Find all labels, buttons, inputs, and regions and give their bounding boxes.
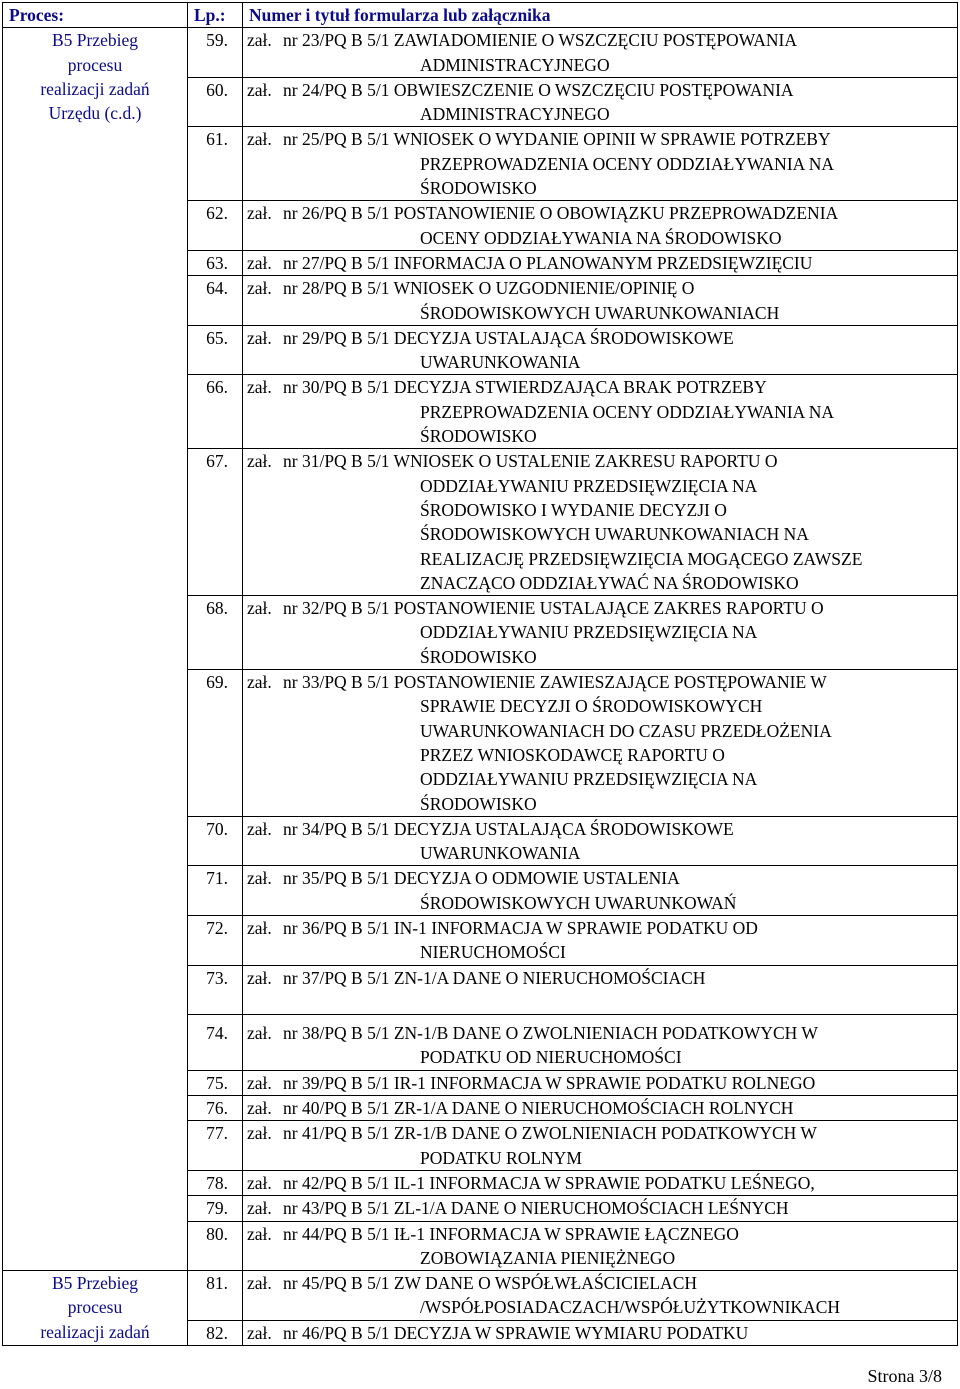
form-title-cell: [243, 1121, 958, 1171]
form-title-continuation: NIERUCHOMOŚCI: [420, 942, 566, 963]
form-title-continuation: ŚRODOWISKO: [420, 426, 537, 447]
form-title: nr 40/PQ B 5/1 ZR-1/A DANE O NIERUCHOMOŚCIACH ROLNYCH: [283, 1098, 794, 1119]
form-title-cell: [243, 1170, 958, 1195]
form-title-cell: [243, 276, 958, 326]
form-title-continuation: ŚRODOWISKO: [420, 178, 537, 199]
attachment-label: zał.: [247, 868, 272, 889]
form-title: nr 29/PQ B 5/1 DECYZJA USTALAJĄCA ŚRODOWISKOWE: [283, 327, 734, 348]
form-title-cell: [243, 1221, 958, 1271]
table-row: [3, 28, 958, 78]
attachment-label: zał.: [247, 1023, 272, 1044]
row-number: 76.: [188, 1096, 243, 1121]
table-row: [3, 1271, 958, 1321]
form-title-continuation: OCENY ODDZIAŁYWANIA NA ŚRODOWISKO: [420, 227, 782, 248]
process-line: Urzędu (c.d.): [48, 103, 142, 124]
attachment-label: zał.: [247, 252, 272, 273]
attachment-label: zał.: [247, 1198, 272, 1219]
form-title: nr 26/PQ B 5/1 POSTANOWIENIE O OBOWIĄZKU PRZEPROWADZENIA: [283, 203, 839, 224]
attachment-label: zał.: [247, 598, 272, 619]
row-number: 72.: [188, 915, 243, 965]
form-title-cell: [243, 965, 958, 1015]
page-number: Strona 3/8: [867, 1366, 942, 1386]
row-number: 81.: [188, 1271, 243, 1321]
attachment-label: zał.: [247, 967, 272, 988]
form-title-continuation: PRZEPROWADZENIA OCENY ODDZIAŁYWANIA NA: [420, 153, 834, 174]
form-title: nr 27/PQ B 5/1 INFORMACJA O PLANOWANYM PRZEDSIĘWZIĘCIU: [283, 252, 813, 273]
form-title-continuation: ODDZIAŁYWANIU PRZEDSIĘWZIĘCIA NA: [420, 475, 758, 496]
row-number: 73.: [188, 965, 243, 1015]
form-title: nr 28/PQ B 5/1 WNIOSEK O UZGODNIENIE/OPINIĘ O: [283, 278, 695, 299]
attachment-label: zał.: [247, 1098, 272, 1119]
row-number: 61.: [188, 127, 243, 201]
process-cell-continued: [3, 1271, 188, 1346]
attachment-label: zał.: [247, 1172, 272, 1193]
form-title-continuation: ZNACZĄCO ODDZIAŁYWAĆ NA ŚRODOWISKO: [420, 572, 799, 593]
row-number: 70.: [188, 816, 243, 866]
form-title-continuation: ŚRODOWISKO: [420, 793, 537, 814]
form-title-cell: [243, 250, 958, 275]
form-title: nr 42/PQ B 5/1 IL-1 INFORMACJA W SPRAWIE PODATKU LEŚNEGO,: [283, 1172, 815, 1193]
form-title: nr 34/PQ B 5/1 DECYZJA USTALAJĄCA ŚRODOWISKOWE: [283, 818, 734, 839]
row-number: 62.: [188, 201, 243, 251]
form-title-continuation: ADMINISTRACYJNEGO: [420, 54, 610, 75]
row-number: 63.: [188, 250, 243, 275]
form-title-cell: [243, 1070, 958, 1095]
form-title-cell: [243, 816, 958, 866]
row-number: 68.: [188, 596, 243, 670]
row-number: 60.: [188, 77, 243, 127]
form-title-continuation: PRZEPROWADZENIA OCENY ODDZIAŁYWANIA NA: [420, 401, 834, 422]
form-title: nr 24/PQ B 5/1 OBWIESZCZENIE O WSZCZĘCIU POSTĘPOWANIA: [283, 79, 794, 100]
attachment-label: zał.: [247, 327, 272, 348]
row-number: 79.: [188, 1196, 243, 1221]
row-number: 74.: [188, 1015, 243, 1071]
form-title: nr 39/PQ B 5/1 IR-1 INFORMACJA W SPRAWIE PODATKU ROLNEGO: [283, 1072, 816, 1093]
header-proces: Proces:: [3, 3, 188, 28]
attachment-label: zał.: [247, 1123, 272, 1144]
attachment-label: zał.: [247, 672, 272, 693]
process-cell: [3, 28, 188, 1271]
attachment-label: zał.: [247, 818, 272, 839]
attachment-label: zał.: [247, 1223, 272, 1244]
attachment-label: zał.: [247, 451, 272, 472]
form-title: nr 23/PQ B 5/1 ZAWIADOMIENIE O WSZCZĘCIU POSTĘPOWANIA: [283, 30, 798, 51]
form-title-continuation: ŚRODOWISKO: [420, 646, 537, 667]
header-lp: Lp.:: [188, 3, 243, 28]
form-title-continuation: ODDZIAŁYWANIU PRZEDSIĘWZIĘCIA NA: [420, 622, 758, 643]
form-title-continuation: /WSPÓŁPOSIADACZACH/WSPÓŁUŻYTKOWNIKACH: [420, 1297, 840, 1318]
form-title-continuation: PODATKU ROLNYM: [420, 1147, 582, 1168]
form-title-cell: [243, 127, 958, 201]
form-title-continuation: REALIZACJĘ PRZEDSIĘWZIĘCIA MOGĄCEGO ZAWSZE: [420, 548, 863, 569]
row-number: 59.: [188, 28, 243, 78]
row-number: 71.: [188, 866, 243, 916]
process-line: B5 Przebieg: [51, 30, 139, 51]
form-title-continuation: PRZEZ WNIOSKODAWCĘ RAPORTU O: [420, 744, 725, 765]
header-title: Numer i tytuł formularza lub załącznika: [243, 3, 958, 28]
process-line: realizacji zadań: [40, 1321, 150, 1342]
row-number: 65.: [188, 325, 243, 375]
attachment-label: zał.: [247, 1273, 272, 1294]
form-title-cell: [243, 866, 958, 916]
form-title: nr 30/PQ B 5/1 DECYZJA STWIERDZAJĄCA BRAK POTRZEBY: [283, 377, 767, 398]
form-title: nr 25/PQ B 5/1 WNIOSEK O WYDANIE OPINII W SPRAWIE POTRZEBY: [283, 129, 831, 150]
attachment-label: zał.: [247, 278, 272, 299]
form-title: nr 38/PQ B 5/1 ZN-1/B DANE O ZWOLNIENIACH PODATKOWYCH W: [283, 1023, 818, 1044]
form-title: nr 46/PQ B 5/1 DECYZJA W SPRAWIE WYMIARU PODATKU: [283, 1322, 749, 1343]
form-title: nr 41/PQ B 5/1 ZR-1/B DANE O ZWOLNIENIACH PODATKOWYCH W: [283, 1123, 817, 1144]
attachment-label: zał.: [247, 203, 272, 224]
attachment-label: zał.: [247, 79, 272, 100]
attachment-label: zał.: [247, 917, 272, 938]
form-title: nr 35/PQ B 5/1 DECYZJA O ODMOWIE USTALENIA: [283, 868, 680, 889]
row-number: 78.: [188, 1170, 243, 1195]
form-title-cell: [243, 1320, 958, 1345]
table-header-row: [3, 3, 958, 28]
form-title-continuation: PODATKU OD NIERUCHOMOŚCI: [420, 1047, 682, 1068]
form-title-cell: [243, 1015, 958, 1071]
form-title-continuation: UWARUNKOWANIA: [420, 843, 581, 864]
form-title-cell: [243, 325, 958, 375]
attachment-label: zał.: [247, 377, 272, 398]
form-title: nr 44/PQ B 5/1 IŁ-1 INFORMACJA W SPRAWIE ŁĄCZNEGO: [283, 1223, 739, 1244]
row-number: 67.: [188, 449, 243, 596]
process-line: realizacji zadań: [40, 78, 150, 99]
process-line: procesu: [67, 54, 123, 75]
attachment-label: zał.: [247, 129, 272, 150]
form-title: nr 32/PQ B 5/1 POSTANOWIENIE USTALAJĄCE ZAKRES RAPORTU O: [283, 598, 824, 619]
form-title: nr 33/PQ B 5/1 POSTANOWIENIE ZAWIESZAJĄCE POSTĘPOWANIE W: [283, 672, 827, 693]
forms-table: [2, 2, 958, 1346]
form-title-cell: [243, 77, 958, 127]
row-number: 66.: [188, 375, 243, 449]
row-number: 69.: [188, 670, 243, 817]
form-title-cell: [243, 1096, 958, 1121]
form-title-cell: [243, 915, 958, 965]
row-number: 82.: [188, 1320, 243, 1345]
form-title: nr 45/PQ B 5/1 ZW DANE O WSPÓŁWŁAŚCICIELACH: [283, 1273, 698, 1294]
form-title-continuation: SPRAWIE DECYZJI O ŚRODOWISKOWYCH: [420, 696, 763, 717]
form-title-continuation: ADMINISTRACYJNEGO: [420, 104, 610, 125]
form-title-continuation: ŚRODOWISKOWYCH UWARUNKOWAŃ: [420, 892, 737, 913]
form-title-cell: [243, 670, 958, 817]
form-title-continuation: ODDZIAŁYWANIU PRZEDSIĘWZIĘCIA NA: [420, 769, 758, 790]
form-title-continuation: UWARUNKOWANIACH DO CZASU PRZEDŁOŻENIA: [420, 720, 832, 741]
row-number: 64.: [188, 276, 243, 326]
form-title-continuation: [283, 990, 957, 1014]
form-title-cell: [243, 1271, 958, 1321]
form-title-cell: [243, 375, 958, 449]
form-title-cell: [243, 596, 958, 670]
form-title: nr 36/PQ B 5/1 IN-1 INFORMACJA W SPRAWIE PODATKU OD: [283, 917, 758, 938]
form-title-cell: [243, 28, 958, 78]
row-number: 80.: [188, 1221, 243, 1271]
attachment-label: zał.: [247, 1072, 272, 1093]
form-title: nr 43/PQ B 5/1 ZL-1/A DANE O NIERUCHOMOŚCIACH LEŚNYCH: [283, 1198, 789, 1219]
form-title-continuation: ŚRODOWISKO I WYDANIE DECYZJI O: [420, 499, 727, 520]
form-title-continuation: UWARUNKOWANIA: [420, 352, 581, 373]
process-line: procesu: [67, 1297, 123, 1318]
attachment-label: zał.: [247, 1322, 272, 1343]
process-line: B5 Przebieg: [51, 1273, 139, 1294]
row-number: 75.: [188, 1070, 243, 1095]
form-title-cell: [243, 449, 958, 596]
form-title: nr 31/PQ B 5/1 WNIOSEK O USTALENIE ZAKRESU RAPORTU O: [283, 451, 778, 472]
form-title-continuation: ŚRODOWISKOWYCH UWARUNKOWANIACH NA: [420, 524, 809, 545]
form-title-cell: [243, 1196, 958, 1221]
attachment-label: zał.: [247, 30, 272, 51]
form-title: nr 37/PQ B 5/1 ZN-1/A DANE O NIERUCHOMOŚCIACH: [283, 967, 706, 988]
form-title-continuation: ŚRODOWISKOWYCH UWARUNKOWANIACH: [420, 302, 780, 323]
form-title-cell: [243, 201, 958, 251]
row-number: 77.: [188, 1121, 243, 1171]
form-title-continuation: ZOBOWIĄZANIA PIENIĘŻNEGO: [420, 1247, 676, 1268]
